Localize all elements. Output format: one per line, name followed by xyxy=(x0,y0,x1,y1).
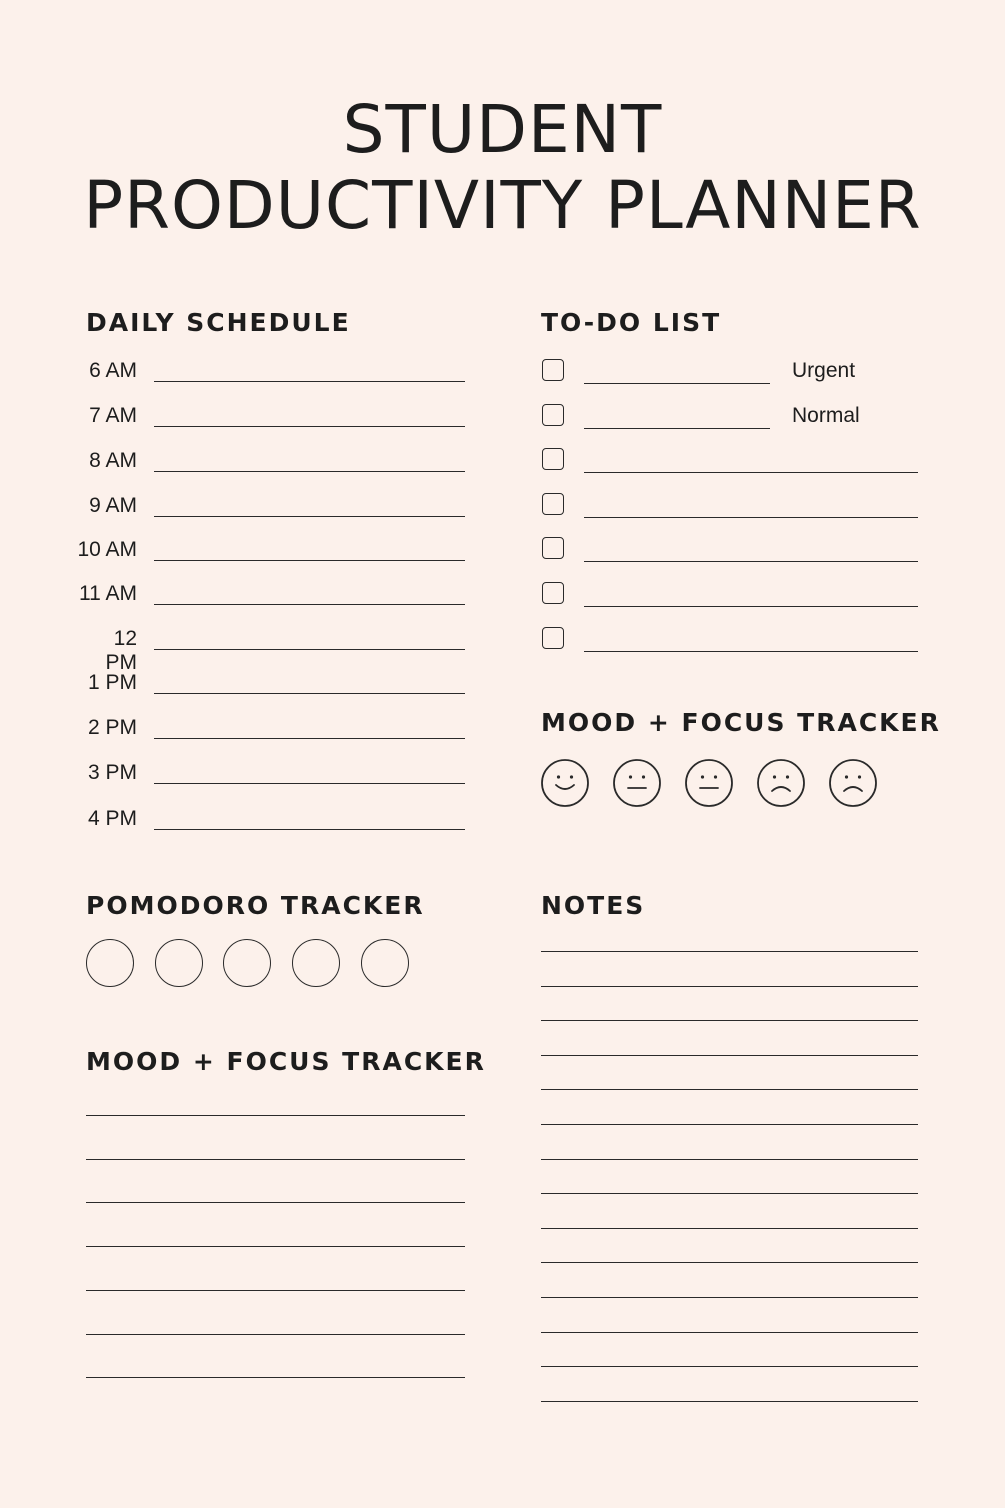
mood-focus-line[interactable] xyxy=(86,1334,465,1335)
pomodoro-circle[interactable] xyxy=(223,939,271,987)
schedule-time-label: 3 PM xyxy=(87,761,137,784)
schedule-entry-line[interactable] xyxy=(154,738,465,739)
todo-entry-line[interactable] xyxy=(584,428,770,429)
frown-face-icon[interactable] xyxy=(828,758,878,808)
schedule-time-label: 10 AM xyxy=(77,538,137,561)
pomodoro-circle[interactable] xyxy=(292,939,340,987)
notes-heading: NOTES xyxy=(541,891,646,920)
mood-focus-line[interactable] xyxy=(86,1115,465,1116)
notes-line[interactable] xyxy=(541,1401,918,1402)
mood-focus-line[interactable] xyxy=(86,1159,465,1160)
schedule-time-label: 9 AM xyxy=(89,494,137,517)
smile-face-icon[interactable] xyxy=(540,758,590,808)
neutral-face-icon[interactable] xyxy=(612,758,662,808)
todo-checkbox[interactable] xyxy=(542,627,564,649)
schedule-entry-line[interactable] xyxy=(154,693,465,694)
notes-line[interactable] xyxy=(541,1262,918,1263)
mood-focus-line[interactable] xyxy=(86,1202,465,1203)
schedule-entry-line[interactable] xyxy=(154,426,465,427)
schedule-time-label: 2 PM xyxy=(87,716,137,739)
mood-focus-line[interactable] xyxy=(86,1246,465,1247)
schedule-entry-line[interactable] xyxy=(154,471,465,472)
schedule-entry-line[interactable] xyxy=(154,516,465,517)
notes-line[interactable] xyxy=(541,951,918,952)
todo-entry-line[interactable] xyxy=(584,517,918,518)
notes-line[interactable] xyxy=(541,1332,918,1333)
neutral-face-icon[interactable] xyxy=(684,758,734,808)
frown-face-icon[interactable] xyxy=(756,758,806,808)
notes-line[interactable] xyxy=(541,1124,918,1125)
daily-schedule-heading: DAILY SCHEDULE xyxy=(86,308,351,337)
page-title-line-1: STUDENT xyxy=(342,91,663,168)
mood-focus-line[interactable] xyxy=(86,1377,465,1378)
pomodoro-heading: POMODORO TRACKER xyxy=(86,891,425,920)
notes-line[interactable] xyxy=(541,986,918,987)
mood-focus-heading-left: MOOD + FOCUS TRACKER xyxy=(86,1047,486,1076)
notes-line[interactable] xyxy=(541,1193,918,1194)
notes-line[interactable] xyxy=(541,1366,918,1367)
mood-focus-heading-right: MOOD + FOCUS TRACKER xyxy=(541,708,941,737)
page-title-line-2: PRODUCTIVITY PLANNER xyxy=(83,167,922,244)
schedule-time-label: 7 AM xyxy=(89,404,137,427)
schedule-entry-line[interactable] xyxy=(154,649,465,650)
notes-line[interactable] xyxy=(541,1089,918,1090)
todo-priority-label: Normal xyxy=(792,404,860,427)
schedule-entry-line[interactable] xyxy=(154,560,465,561)
todo-entry-line[interactable] xyxy=(584,472,918,473)
schedule-entry-line[interactable] xyxy=(154,604,465,605)
pomodoro-circle[interactable] xyxy=(361,939,409,987)
todo-entry-line[interactable] xyxy=(584,561,918,562)
notes-line[interactable] xyxy=(541,1020,918,1021)
notes-line[interactable] xyxy=(541,1297,918,1298)
todo-entry-line[interactable] xyxy=(584,651,918,652)
schedule-entry-line[interactable] xyxy=(154,829,465,830)
notes-line[interactable] xyxy=(541,1228,918,1229)
schedule-entry-line[interactable] xyxy=(154,381,465,382)
todo-checkbox[interactable] xyxy=(542,359,564,381)
notes-line[interactable] xyxy=(541,1159,918,1160)
todo-checkbox[interactable] xyxy=(542,448,564,470)
todo-list-heading: TO-DO LIST xyxy=(541,308,722,337)
pomodoro-circle[interactable] xyxy=(86,939,134,987)
schedule-time-label: 11 AM xyxy=(79,582,137,605)
notes-line[interactable] xyxy=(541,1055,918,1056)
mood-focus-line[interactable] xyxy=(86,1290,465,1291)
todo-checkbox[interactable] xyxy=(542,404,564,426)
schedule-time-label: 4 PM xyxy=(87,807,137,830)
schedule-time-label: 8 AM xyxy=(89,449,137,472)
schedule-time-label: 12 PM xyxy=(105,627,137,674)
todo-checkbox[interactable] xyxy=(542,537,564,559)
schedule-time-label: 1 PM xyxy=(87,671,137,694)
todo-checkbox[interactable] xyxy=(542,493,564,515)
pomodoro-circle[interactable] xyxy=(155,939,203,987)
todo-checkbox[interactable] xyxy=(542,582,564,604)
schedule-time-label: 6 AM xyxy=(89,359,137,382)
todo-priority-label: Urgent xyxy=(792,359,856,382)
schedule-entry-line[interactable] xyxy=(154,783,465,784)
todo-entry-line[interactable] xyxy=(584,383,770,384)
todo-entry-line[interactable] xyxy=(584,606,918,607)
